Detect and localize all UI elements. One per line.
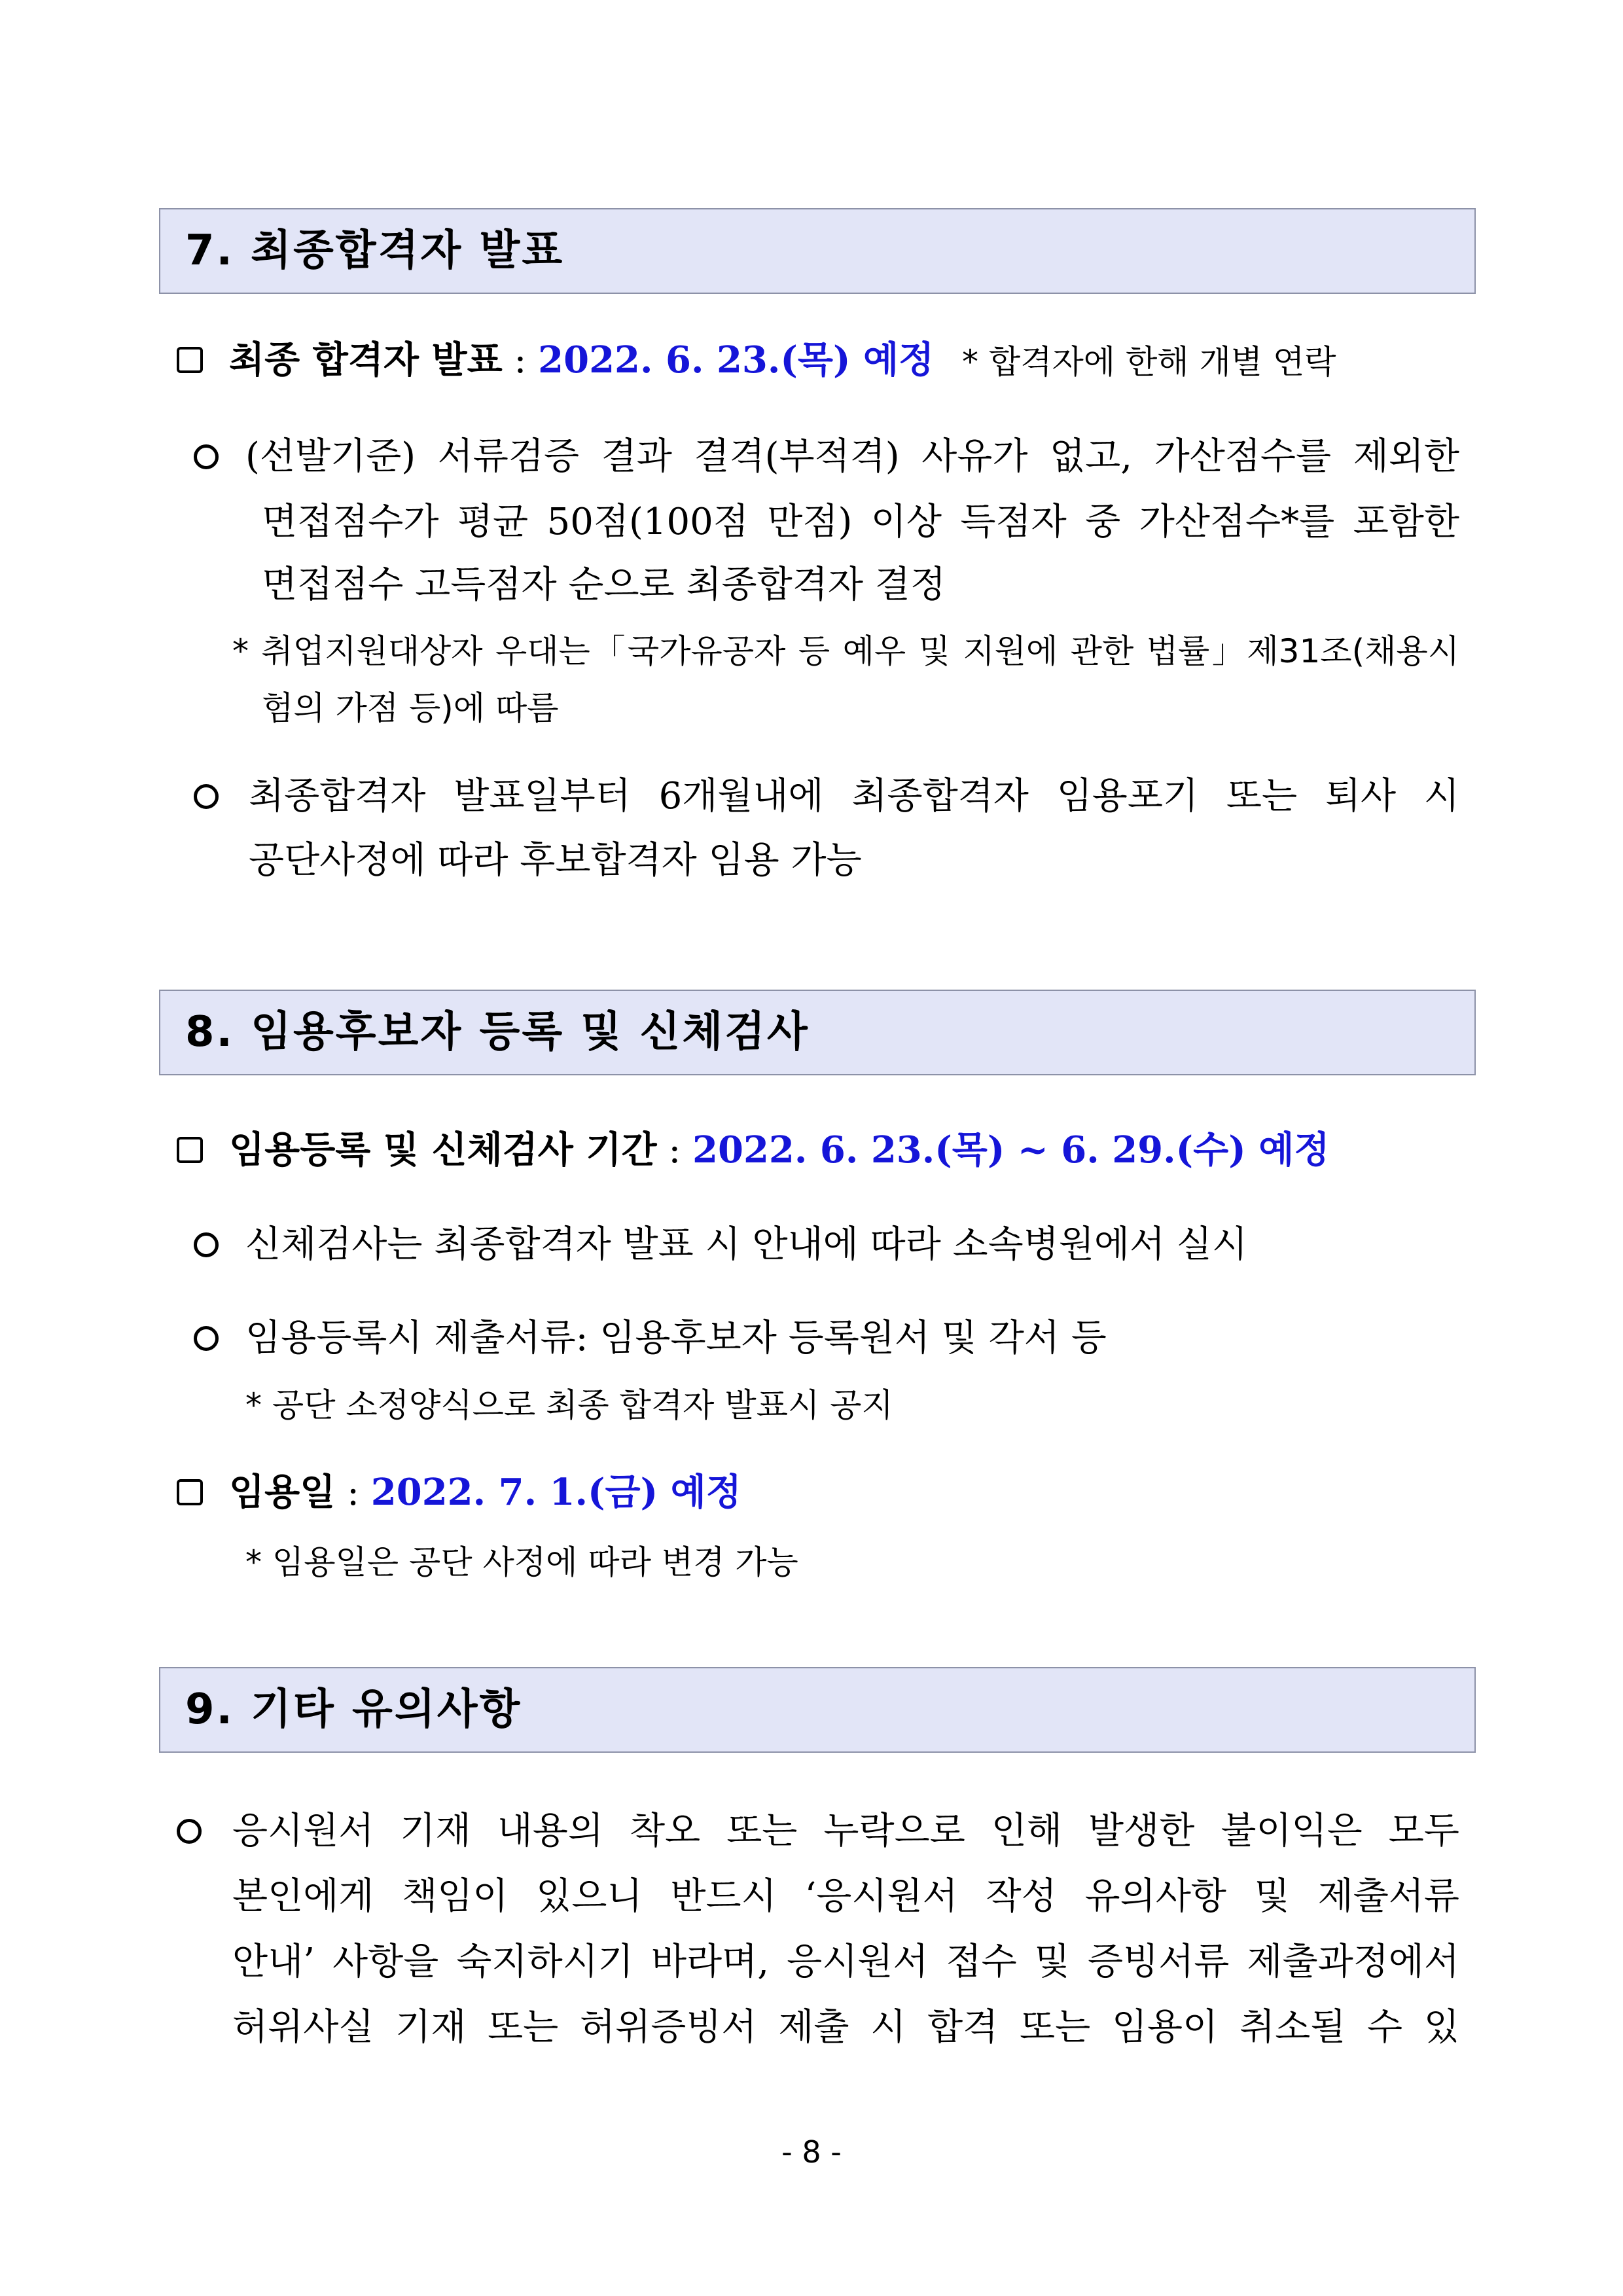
caution-line-1: 응시원서 기재 내용의 착오 또는 누락으로 인해 발생한 불이익은 모두 <box>232 1810 1459 1852</box>
page-number: - 8 - <box>781 2134 842 2170</box>
section-7-header <box>159 208 1476 294</box>
circle-bullet-icon <box>194 784 219 809</box>
registration-docs-note: * 공단 소정양식으로 최종 합격자 발표시 공지 <box>245 1386 893 1424</box>
footnote-line-1: * 취업지원대상자 우대는「국가유공자 등 예우 및 지원에 관한 법률」제31조(채용시 <box>232 632 1459 670</box>
criteria-line-3: 면접점수 고득점자 순으로 최종합격자 결정 <box>262 564 946 606</box>
final-announce-label: 최종 합격자 발표 <box>229 339 503 382</box>
registration-docs-line: 임용등록시 제출서류: 임용후보자 등록원서 및 각서 등 <box>245 1317 1107 1359</box>
circle-bullet-icon <box>194 1326 219 1351</box>
circle-bullet-icon <box>194 1232 219 1257</box>
final-announce-separator: : <box>502 339 539 382</box>
footnote-line-2: 험의 가점 등)에 따름 <box>262 689 559 727</box>
section-8-title: 8. 임용후보자 등록 및 신체검사 <box>185 1008 810 1056</box>
caution-line-4: 허위사실 기재 또는 허위증빙서 제출 시 합격 또는 임용이 취소될 수 있 <box>232 2006 1459 2049</box>
registration-period-line <box>229 1127 1329 1174</box>
appointment-date-value: 2022. 7. 1.(금) 예정 <box>370 1471 741 1514</box>
circle-bullet-icon <box>177 1819 202 1844</box>
final-announce-date: 2022. 6. 23.(목) 예정 <box>538 338 935 382</box>
registration-period-separator: : <box>656 1129 693 1172</box>
criteria-line-1: (선발기준) 서류검증 결과 결격(부적격) 사유가 없고, 가산점수를 제외한 <box>245 435 1459 478</box>
final-announce-line <box>229 337 934 384</box>
appointment-date-separator: : <box>335 1471 371 1514</box>
checkbox-square-icon <box>177 1479 203 1505</box>
appointment-date-label: 임용일 <box>229 1471 336 1514</box>
appointment-date-note: * 임용일은 공단 사정에 따라 변경 가능 <box>245 1543 798 1581</box>
checkbox-square-icon <box>177 1137 203 1163</box>
section-7-title: 7. 최종합격자 발표 <box>185 226 565 275</box>
final-announce-note: * 합격자에 한해 개별 연락 <box>962 343 1336 381</box>
caution-line-2: 본인에게 책임이 있으니 반드시 ‘응시원서 작성 유의사항 및 제출서류 <box>232 1875 1459 1918</box>
reserve-line-2: 공단사정에 따라 후보합격자 임용 가능 <box>249 839 862 882</box>
criteria-line-2: 면접점수가 평균 50점(100점 만점) 이상 득점자 중 가산점수*를 포함한 <box>262 501 1459 543</box>
caution-line-3: 안내’ 사항을 숙지하시기 바라며, 응시원서 접수 및 증빙서류 제출과정에서 <box>232 1941 1459 1983</box>
checkbox-square-icon <box>177 347 203 373</box>
registration-period-date: 2022. 6. 23.(목) ~ 6. 29.(수) 예정 <box>692 1128 1330 1172</box>
registration-period-label: 임용등록 및 신체검사 기간 <box>229 1129 657 1172</box>
physical-exam-line: 신체검사는 최종합격자 발표 시 안내에 따라 소속병원에서 실시 <box>245 1223 1248 1266</box>
appointment-date-line <box>229 1469 741 1516</box>
section-9-header <box>159 1667 1476 1753</box>
circle-bullet-icon <box>194 444 219 469</box>
reserve-line-1: 최종합격자 발표일부터 6개월내에 최종합격자 임용포기 또는 퇴사 시 <box>249 775 1459 817</box>
section-8-header <box>159 990 1476 1075</box>
section-9-title: 9. 기타 유의사항 <box>185 1685 522 1734</box>
